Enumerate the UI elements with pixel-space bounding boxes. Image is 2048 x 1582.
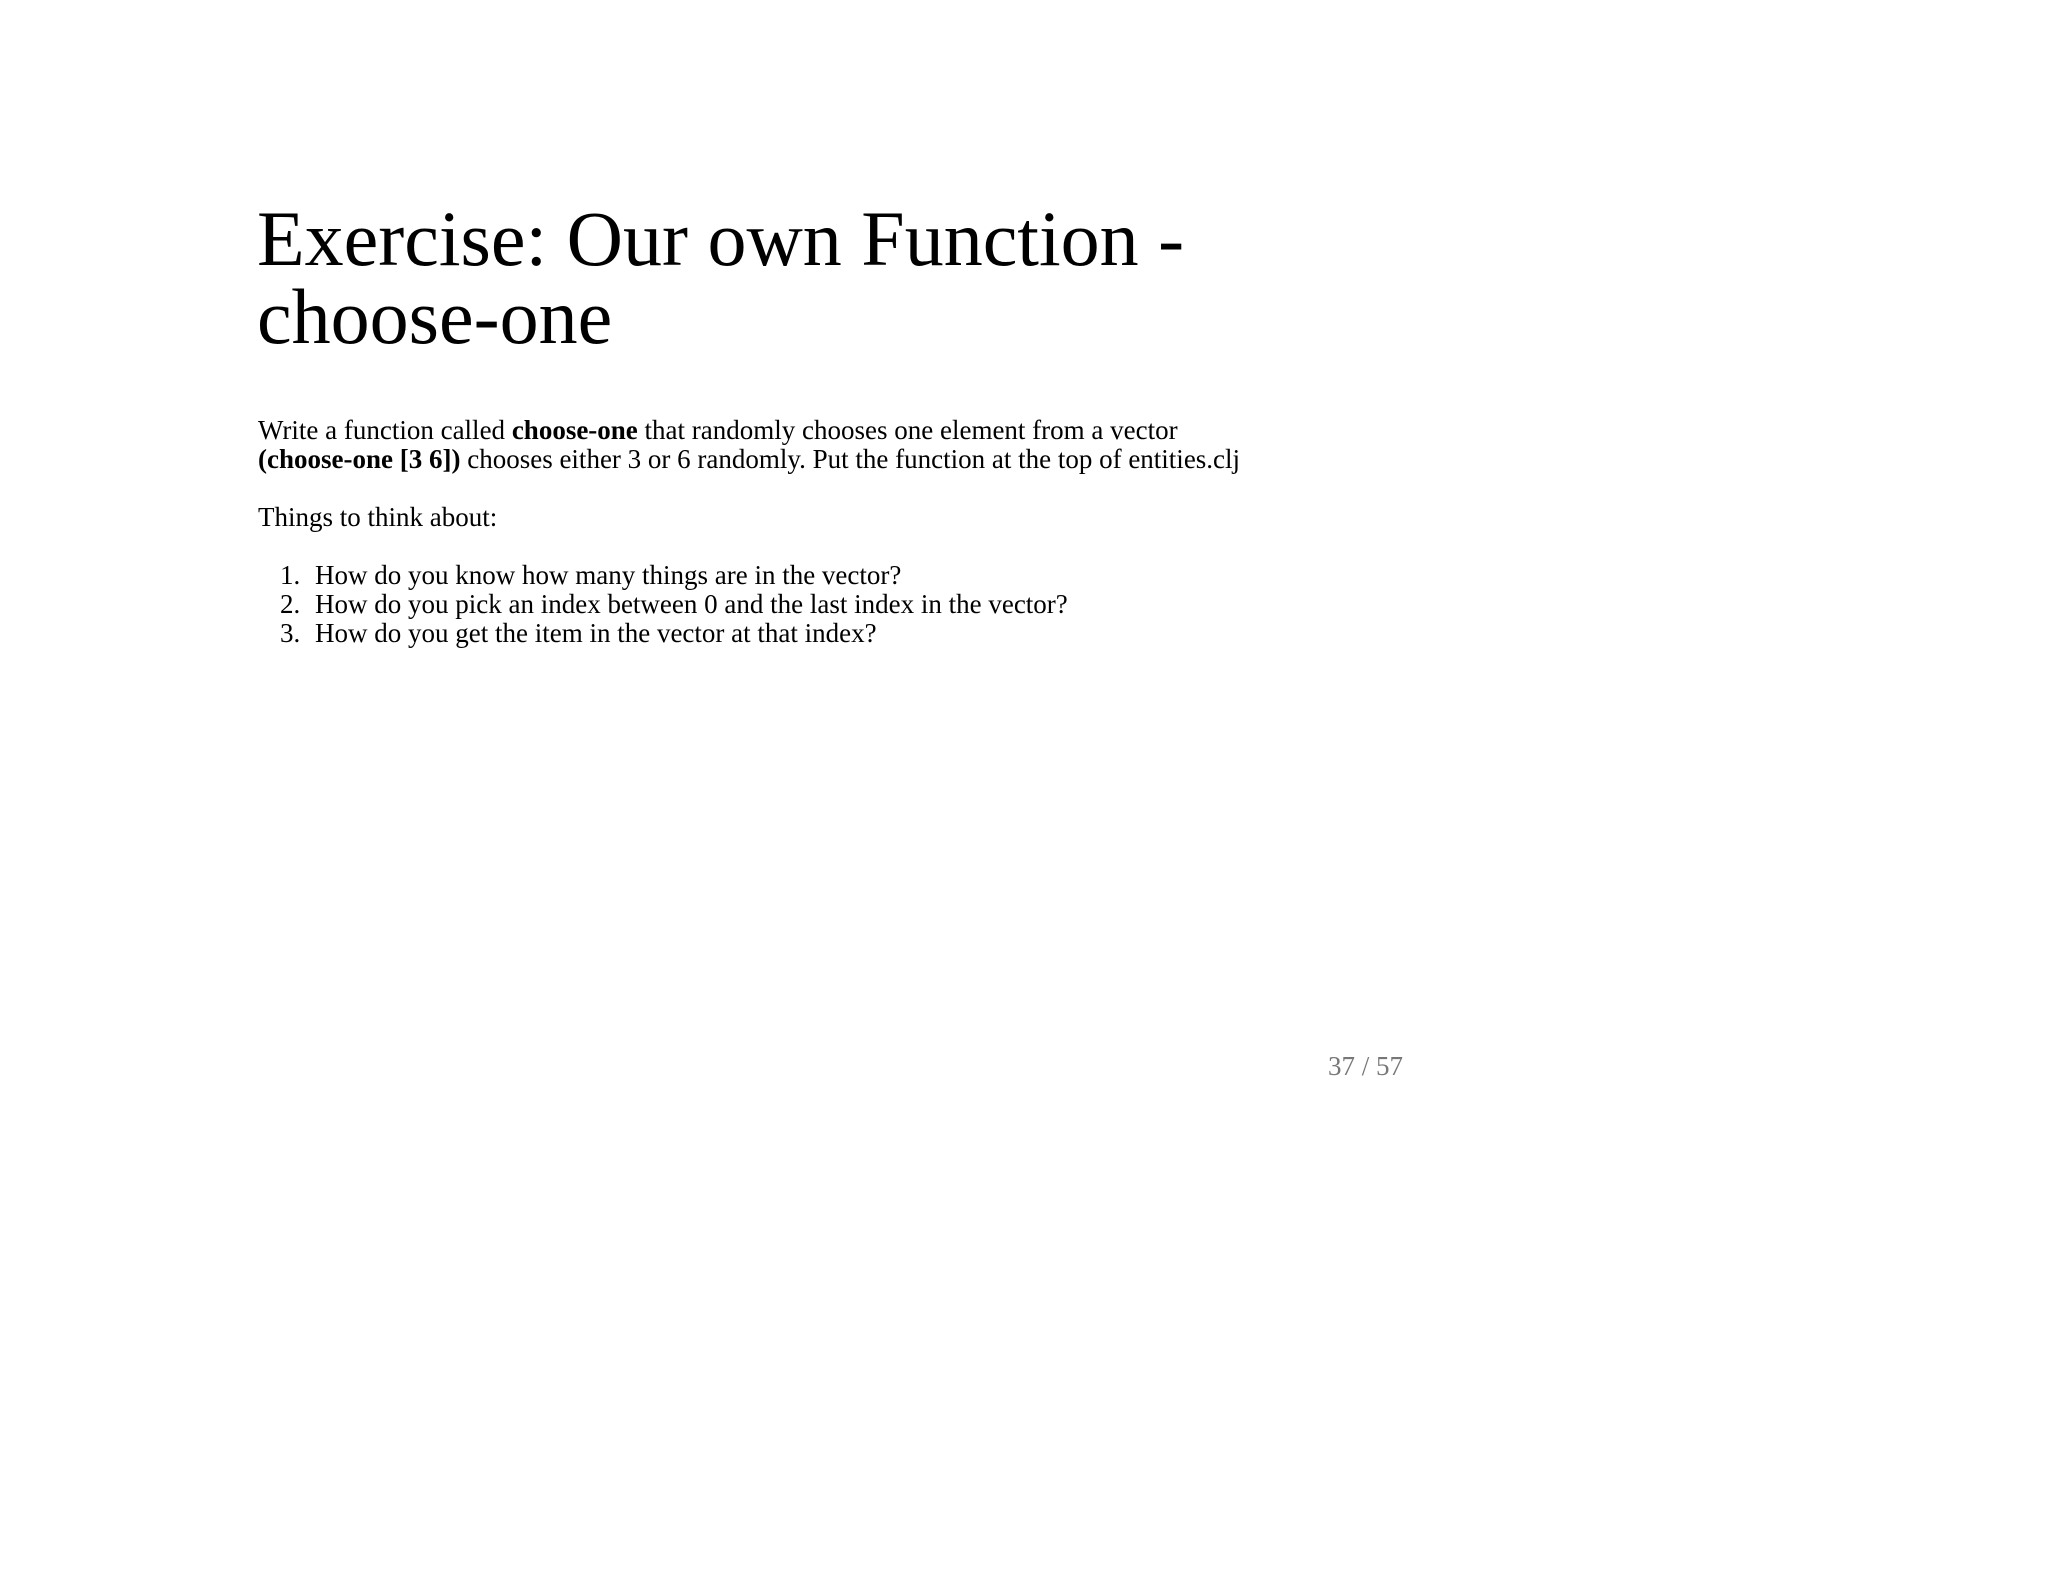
list-item-text: How do you know how many things are in the vector? xyxy=(315,560,902,590)
slide-title-line-2: choose-one xyxy=(257,273,613,360)
list-item-text: How do you pick an index between 0 and the last index in the vector? xyxy=(315,589,1068,619)
function-name: choose-one xyxy=(511,415,638,445)
slide-body xyxy=(258,416,1408,648)
questions-list xyxy=(258,561,1408,648)
example-close-paren: ) xyxy=(451,444,461,474)
page-counter: 37 / 57 xyxy=(1328,1051,1404,1081)
list-item-text: How do you get the item in the vector at that index? xyxy=(315,618,877,648)
slide-title-line-1: Exercise: Our own Function - xyxy=(257,195,1185,282)
things-heading: Things to think about: xyxy=(258,502,498,532)
example-call: choose-one [3 6] xyxy=(267,444,452,474)
list-item xyxy=(258,561,1408,590)
slide-title xyxy=(257,195,1457,360)
list-item xyxy=(258,619,1408,648)
intro-text-end: that randomly chooses one element from a vector xyxy=(637,415,1178,445)
list-item xyxy=(258,590,1408,619)
example-description: chooses either 3 or 6 randomly. Put the function at the top of entities.clj xyxy=(460,444,1241,474)
intro-paragraph xyxy=(258,416,1408,474)
list-item-number: 3. xyxy=(280,618,301,648)
example-open-paren: ( xyxy=(258,444,267,474)
list-item-number: 1. xyxy=(280,560,301,590)
list-item-number: 2. xyxy=(280,589,301,619)
intro-text-start: Write a function called xyxy=(258,415,512,445)
